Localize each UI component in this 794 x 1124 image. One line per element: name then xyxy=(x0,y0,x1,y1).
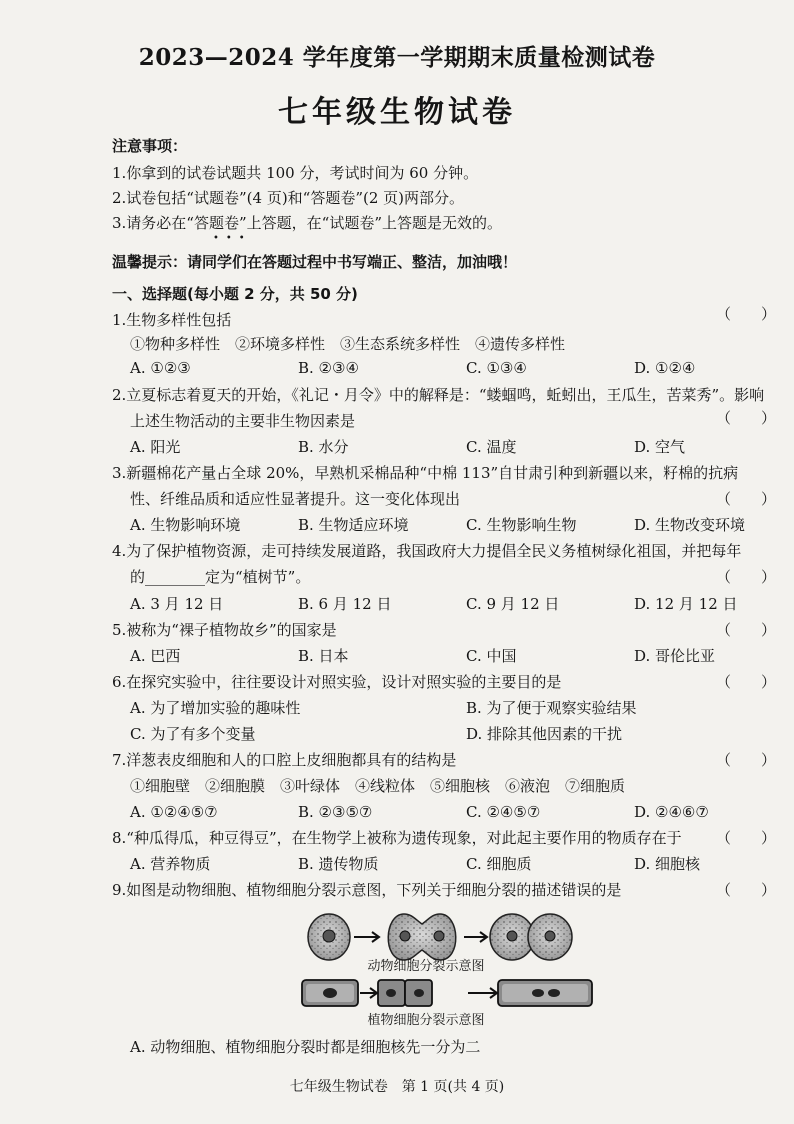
notice-item-1: 1.你拿到的试卷试题共 100 分，考试时间为 60 分钟。 xyxy=(112,164,479,182)
plant-cell-stage-2 xyxy=(378,980,432,1006)
q3-stem-line2: 性、纤维品质和适应性显著提升。这一变化体现出 xyxy=(130,490,461,508)
q9-stem: 9.如图是动物细胞、植物细胞分裂示意图，下列关于细胞分裂的描述错误的是 xyxy=(112,881,622,899)
q7-sub: ①细胞壁 ②细胞膜 ③叶绿体 ④线粒体 ⑤细胞核 ⑥液泡 ⑦细胞质 xyxy=(130,777,626,795)
q7-option-d: D. ②④⑥⑦ xyxy=(634,803,709,821)
q5-stem: 5.被称为“裸子植物故乡”的国家是 xyxy=(112,621,337,639)
animal-cell-stage-2 xyxy=(388,914,456,960)
q3-answer-paren: （ ） xyxy=(716,490,777,508)
q8-answer-paren: （ ） xyxy=(716,829,777,847)
q1-option-b: B. ②③④ xyxy=(298,359,359,377)
q1-stem: 1.生物多样性包括 xyxy=(112,311,232,329)
page-footer: 七年级生物试卷 第 1 页(共 4 页) xyxy=(289,1079,505,1095)
q5-option-a: A. 巴西 xyxy=(130,647,181,665)
animal-arrow-1 xyxy=(354,932,379,942)
q1-option-a: A. ①②③ xyxy=(130,359,191,377)
plant-cell-stage-1 xyxy=(302,980,358,1006)
q4-stem-line1: 4.为了保护植物资源，走可持续发展道路，我国政府大力提倡全民义务植树绿化祖国，并把每年 xyxy=(112,542,742,560)
notice-item-2: 2.试卷包括“试题卷”(4 页)和“答题卷”(2 页)两部分。 xyxy=(112,189,465,207)
plant-arrow-1 xyxy=(360,988,377,998)
q8-option-c: C. 细胞质 xyxy=(466,855,532,873)
q7-option-a: A. ①②④⑤⑦ xyxy=(130,803,218,821)
animal-cell-stage-3 xyxy=(490,914,572,960)
q2-answer-paren: （ ） xyxy=(716,409,777,427)
q5-option-d: D. 哥伦比亚 xyxy=(634,647,716,665)
q7-stem: 7.洋葱表皮细胞和人的口腔上皮细胞都具有的结构是 xyxy=(112,751,457,769)
q1-option-d: D. ①②④ xyxy=(634,359,696,377)
q3-option-c: C. 生物影响生物 xyxy=(466,516,577,534)
tip-text: 温馨提示：请同学们在答题过程中书写端正、整洁，加油哦！ xyxy=(112,253,518,271)
q8-option-a: A. 营养物质 xyxy=(130,855,211,873)
q4-option-d: D. 12 月 12 日 xyxy=(634,595,738,613)
q3-option-a: A. 生物影响环境 xyxy=(130,516,241,534)
q4-option-b: B. 6 月 12 日 xyxy=(298,595,392,613)
q3-stem-line1: 3.新疆棉花产量占全球 20%，早熟机采棉品种“中棉 113”自甘肃引种到新疆以来，籽棉的抗病 xyxy=(112,464,739,482)
animal-figure-caption: 动物细胞分裂示意图 xyxy=(367,959,485,974)
notice-heading: 注意事项： xyxy=(112,137,188,155)
plant-arrow-2 xyxy=(468,988,497,998)
q6-option-c: C. 为了有多个变量 xyxy=(130,725,256,743)
q5-answer-paren: （ ） xyxy=(716,621,777,639)
emphasis-dots: ••• xyxy=(213,233,252,244)
q4-stem-line2: 的________定为“植树节”。 xyxy=(130,568,311,586)
q7-option-b: B. ②③⑤⑦ xyxy=(298,803,373,821)
q4-answer-paren: （ ） xyxy=(716,568,777,586)
q6-answer-paren: （ ） xyxy=(716,673,777,691)
q8-option-d: D. 细胞核 xyxy=(634,855,701,873)
q8-stem: 8.“种瓜得瓜，种豆得豆”，在生物学上被称为遗传现象，对此起主要作用的物质存在于 xyxy=(112,829,682,847)
section-heading: 一、选择题(每小题 2 分，共 50 分) xyxy=(112,285,358,303)
q3-option-d: D. 生物改变环境 xyxy=(634,516,746,534)
animal-cell-stage-1 xyxy=(308,914,350,960)
q2-option-c: C. 温度 xyxy=(466,438,517,456)
q4-option-a: A. 3 月 12 日 xyxy=(130,595,224,613)
q6-option-a: A. 为了增加实验的趣味性 xyxy=(130,699,301,717)
q9-answer-paren: （ ） xyxy=(716,881,777,899)
q2-option-a: A. 阳光 xyxy=(130,438,181,456)
plant-figure-caption: 植物细胞分裂示意图 xyxy=(367,1013,485,1028)
q8-option-b: B. 遗传物质 xyxy=(298,855,379,873)
q9-option-a: A. 动物细胞、植物细胞分裂时都是细胞核先一分为二 xyxy=(130,1038,481,1056)
q2-stem-line2: 上述生物活动的主要非生物因素是 xyxy=(130,412,356,430)
animal-arrow-2 xyxy=(464,932,487,942)
plant-cell-stage-3 xyxy=(498,980,592,1006)
q5-option-b: B. 日本 xyxy=(298,647,349,665)
q7-answer-paren: （ ） xyxy=(716,751,777,769)
q6-option-b: B. 为了便于观察实验结果 xyxy=(466,699,637,717)
q1-answer-paren: （ ） xyxy=(716,305,777,323)
q5-option-c: C. 中国 xyxy=(466,647,517,665)
exam-subtitle: 七年级生物试卷 xyxy=(278,95,516,130)
notice-item-3: 3.请务必在“答题卷”上答题，在“试题卷”上答题是无效的。 xyxy=(112,214,502,232)
q4-option-c: C. 9 月 12 日 xyxy=(466,595,560,613)
q2-option-b: B. 水分 xyxy=(298,438,349,456)
q3-option-b: B. 生物适应环境 xyxy=(298,516,409,534)
q1-option-c: C. ①③④ xyxy=(466,359,527,377)
q1-sub: ①物种多样性 ②环境多样性 ③生态系统多样性 ④遗传多样性 xyxy=(130,335,566,353)
q2-option-d: D. 空气 xyxy=(634,438,686,456)
cell-division-figure xyxy=(298,908,618,1036)
q2-stem-line1: 2.立夏标志着夏天的开始，《礼记・月令》中的解释是：“蝼蝈鸣，蚯蚓出，王瓜生，苦菜秀”。影响 xyxy=(112,386,765,404)
q6-stem: 6.在探究实验中，往往要设计对照实验，设计对照实验的主要目的是 xyxy=(112,673,562,691)
exam-title: 2023—2024 学年度第一学期期末质量检测试卷 xyxy=(138,44,656,71)
q7-option-c: C. ②④⑤⑦ xyxy=(466,803,541,821)
q6-option-d: D. 排除其他因素的干扰 xyxy=(466,725,623,743)
